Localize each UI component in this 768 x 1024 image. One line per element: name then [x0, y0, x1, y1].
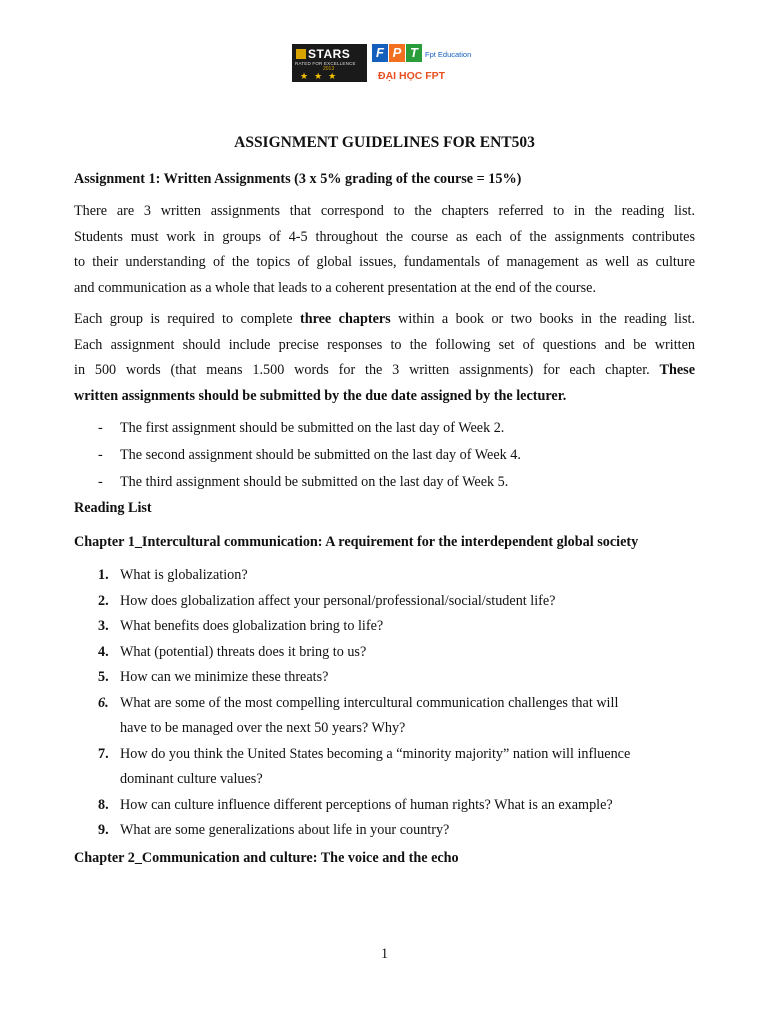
paragraph-2-line	[74, 384, 695, 410]
page-number: 1	[380, 946, 389, 962]
question-text: dominant culture values?	[120, 771, 263, 787]
question-number: 6.	[98, 694, 109, 711]
star-icon	[296, 49, 306, 59]
question-text: How can we minimize these threats?	[120, 669, 329, 685]
question-text: How do you think the United States becoming a “minority majority” nation will influence	[120, 745, 631, 762]
stars-logo	[292, 44, 367, 82]
paragraph-1-line: and communication as a whole that leads to a coherent presentation at the end of the course.	[74, 279, 596, 296]
chapter-1-heading: Chapter 1_Intercultural communication: A requirement for the interdependent global society	[74, 534, 639, 550]
question-text: What (potential) threats does it bring to us?	[120, 643, 367, 660]
question-text: What is globalization?	[120, 567, 248, 583]
list-item-text: The first assignment should be submitted on the last day of Week 2.	[120, 420, 505, 436]
bold-text: These	[659, 362, 695, 378]
deadline-list	[98, 417, 698, 498]
paragraph-1-line: Students must work in groups of 4-5 throughout the course as each of the assignments contributes	[74, 228, 695, 245]
header-logos	[292, 42, 492, 92]
stars-logo-subtitle: RATED FOR EXCELLENCE	[295, 61, 356, 66]
fpt-letter-f: F	[372, 44, 388, 62]
university-text: ĐẠI HỌC FPT	[378, 70, 446, 82]
dash-icon: -	[98, 420, 103, 436]
list-item	[98, 444, 698, 471]
fpt-education-text: Fpt Education	[425, 50, 472, 59]
text-run: Each group is required to complete	[74, 311, 300, 327]
question-text: What are some generalizations about life in your country?	[120, 822, 450, 838]
text-run: in 500 words (that means 1.500 words for the 3 written assignments) for each chapter.	[74, 362, 660, 378]
bold-text: three chapters	[299, 311, 391, 327]
question-text: How can culture influence different perceptions of human rights? What is an example?	[120, 796, 613, 813]
dash-icon: -	[98, 447, 103, 463]
list-item-text: The third assignment should be submitted on the last day of Week 5.	[120, 474, 509, 490]
question-item	[98, 640, 698, 666]
question-item	[98, 589, 698, 615]
question-item	[98, 818, 698, 844]
question-text: What benefits does globalization bring to life?	[120, 618, 384, 634]
question-number: 3.	[98, 618, 109, 634]
question-item	[98, 563, 698, 589]
question-text: What are some of the most compelling intercultural communication challenges that will	[120, 694, 619, 711]
question-item	[98, 691, 698, 742]
list-item-text: The second assignment should be submitted on the last day of Week 4.	[120, 447, 521, 463]
stars-logo-year: 2013	[323, 66, 335, 72]
stars-logo-text: STARS	[308, 47, 351, 61]
question-item	[98, 665, 698, 691]
bold-text: written assignments should be submitted by the due date assigned by the lecturer.	[74, 387, 567, 404]
question-list	[98, 563, 698, 844]
paragraph-1-line: There are 3 written assignments that correspond to the chapters referred to in the reading list.	[74, 203, 695, 219]
fpt-letter-p: P	[389, 44, 405, 62]
question-number: 4.	[98, 643, 109, 660]
fpt-blocks	[372, 44, 423, 64]
question-number: 9.	[98, 822, 109, 838]
question-item	[98, 614, 698, 640]
question-number: 2.	[98, 592, 109, 609]
question-item	[98, 742, 698, 793]
dash-icon: -	[98, 474, 103, 490]
paragraph-2-line	[74, 307, 695, 333]
paragraph-2	[74, 307, 695, 409]
fpt-letter-t: T	[406, 44, 422, 62]
paragraph-2-line	[74, 358, 695, 384]
question-number: 7.	[98, 745, 109, 762]
stars-row-icon: ★★★	[300, 71, 343, 81]
question-text: How does globalization affect your personal/professional/social/student life?	[120, 592, 556, 609]
page-title: ASSIGNMENT GUIDELINES FOR ENT503	[234, 134, 535, 151]
chapter-2-heading: Chapter 2_Communication and culture: The voice and the echo	[74, 850, 459, 866]
question-item	[98, 793, 698, 819]
question-number: 1.	[98, 567, 109, 583]
assignment-heading: Assignment 1: Written Assignments (3 x 5% grading of the course = 15%)	[74, 171, 522, 187]
text-run: within a book or two books in the reading list.	[390, 311, 696, 327]
question-number: 5.	[98, 669, 109, 685]
paragraph-2-line: Each assignment should include precise responses to the following set of questions and be written	[74, 336, 695, 353]
paragraph-1	[74, 199, 695, 301]
reading-list-heading: Reading List	[74, 500, 152, 516]
question-number: 8.	[98, 796, 109, 813]
fpt-logo	[372, 42, 492, 90]
list-item	[98, 471, 698, 498]
list-item	[98, 417, 698, 444]
question-text: have to be managed over the next 50 years? Why?	[120, 720, 406, 736]
paragraph-1-line: to their understanding of the topics of global issues, fundamentals of management as well as culture	[74, 254, 695, 270]
